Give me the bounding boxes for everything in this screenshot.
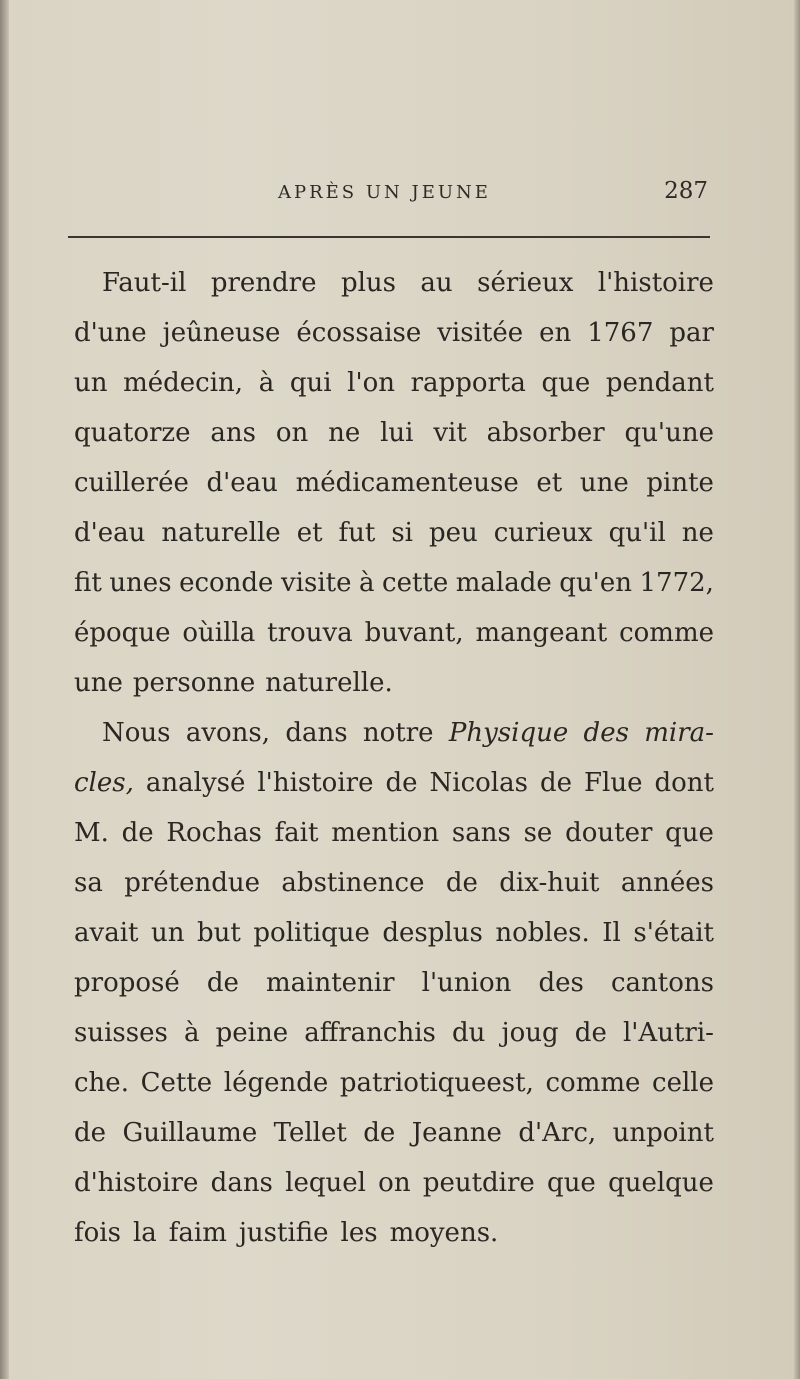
word: de [121,818,154,848]
word: visite [280,568,352,598]
text-line [74,558,714,608]
word: Jeanne [411,1118,502,1148]
word: ans [210,418,256,448]
word: que [547,1168,596,1198]
word: l'histoire [257,768,374,798]
word: médecin, [123,368,244,398]
page-number: 287 [664,178,708,204]
word: faim [168,1218,227,1248]
word: nobles. [495,918,590,948]
text-line [74,1058,714,1108]
word: proposé [74,968,180,998]
word: écossaise [296,318,422,348]
word: l'union [421,968,512,998]
text-line [74,308,714,358]
word: Faut-il [102,268,187,298]
word: sans [451,818,511,848]
word: vit [433,418,467,448]
text-line [74,808,714,858]
text-line [74,608,714,658]
word: en [539,318,572,348]
text-line [74,408,714,458]
word: se [523,818,553,848]
word: plus [340,268,396,298]
word: on [275,418,309,448]
word: fut [338,518,376,548]
word: avait [74,918,139,948]
word: médicamenteuse [295,468,519,498]
word: malade [455,568,552,598]
word: suisses [74,1018,168,1048]
word: cles, [74,768,134,798]
text-line [74,358,714,408]
word: d'histoire [74,1168,199,1198]
word: si [391,518,413,548]
word: à [183,1018,200,1048]
word: mira- [644,718,714,748]
word: notre [362,718,434,748]
word: unpoint [612,1118,714,1148]
word: que [665,818,714,848]
text-line [74,758,714,808]
word: l'Autri- [622,1018,714,1048]
word: de [74,1118,107,1148]
word: curieux [493,518,593,548]
word: une [74,668,123,698]
word: fit [74,568,102,598]
text-line [74,658,714,708]
word: et [536,468,563,498]
word: époque [74,618,171,648]
word: che. [74,1068,129,1098]
text-line [74,958,714,1008]
word: cette [382,568,449,598]
word: des [583,718,629,748]
word: et [296,518,323,548]
word: quelque [608,1168,714,1198]
word: dont [654,768,714,798]
header-rule [68,236,710,238]
word: Nous [102,718,171,748]
word: Nicolas [429,768,528,798]
page-edge-left [0,0,9,1379]
text-line [74,458,714,508]
word: mangeant [475,618,608,648]
word: jeûneuse [162,318,281,348]
word: Cette [140,1068,213,1098]
word: 1772, [639,568,714,598]
text-line [74,1008,714,1058]
word: quatorze [74,418,191,448]
word: prendre [210,268,317,298]
word: but [197,918,241,948]
word: affranchis [304,1018,436,1048]
word: visitée [437,318,524,348]
word: joug [501,1018,559,1048]
word: unes [109,568,172,598]
word: la [132,1218,157,1248]
text-line [74,1108,714,1158]
word: comme [545,1068,641,1098]
text-line [74,258,714,308]
word: un [151,918,185,948]
word: moyens. [389,1218,499,1248]
word: naturelle [161,518,281,548]
word: d'Arc, [518,1118,597,1148]
word: fait [274,818,319,848]
word: justifie [238,1218,329,1248]
word: Rochas [166,818,262,848]
word: Il [602,918,621,948]
word: par [669,318,714,348]
word: années [620,868,714,898]
word: à [258,368,275,398]
word: rapporta [410,368,526,398]
word: qu'en [559,568,632,598]
word: cantons [610,968,714,998]
word: de [385,768,418,798]
word: peu [428,518,478,548]
word: Tellet [273,1118,347,1148]
word: Flue [583,768,643,798]
page-edge-right [794,0,800,1379]
word: douter [565,818,653,848]
running-title: APRÈS UN JEUNE [278,182,491,203]
word: maintenir [266,968,395,998]
word: dans [210,1168,273,1198]
word: desplus [382,918,483,948]
word: cuillerée [74,468,189,498]
word: peine [215,1018,289,1048]
word: qu'une [624,418,714,448]
word: de [445,868,478,898]
word: s'était [633,918,714,948]
word: qu'il [608,518,666,548]
word: un [74,368,108,398]
text-line [74,858,714,908]
word: lui [380,418,414,448]
text-line [74,708,714,758]
word: une [579,468,629,498]
word: dans [285,718,348,748]
word: on [378,1168,411,1198]
word: à [358,568,375,598]
word: sa [74,868,103,898]
word: peutdire [422,1168,535,1198]
word: pinte [646,468,714,498]
word: prétendue [124,868,261,898]
text-line [74,908,714,958]
word: pendant [605,368,714,398]
word: légende [223,1068,329,1098]
word: les [340,1218,378,1248]
word: comme [619,618,714,648]
word: politique [253,918,370,948]
text-line [74,1158,714,1208]
word: d'eau [206,468,278,498]
word: d'eau [74,518,146,548]
word: buvant, [364,618,464,648]
word: sérieux [477,268,574,298]
word: analysé [145,768,246,798]
word: des [538,968,584,998]
word: lequel [285,1168,366,1198]
word: que [541,368,591,398]
word: au [420,268,453,298]
word: l'histoire [597,268,714,298]
word: personne [132,668,256,698]
word: Physique [448,718,569,748]
word: patriotiqueest, [339,1068,534,1098]
word: M. [74,818,109,848]
word: econde [179,568,274,598]
word: avons, [185,718,271,748]
word: Guillaume [122,1118,258,1148]
word: d'une [74,318,147,348]
word: dix-huit [499,868,600,898]
word: ne [328,418,361,448]
word: trouva [267,618,353,648]
word: l'on [347,368,396,398]
word: mention [331,818,440,848]
text-line [74,1208,714,1258]
word: ne [681,518,714,548]
body-text [74,258,714,1258]
word: celle [652,1068,714,1098]
word: absorber [486,418,605,448]
word: abstinence [281,868,425,898]
word: de [363,1118,396,1148]
text-line [74,508,714,558]
word: 1767 [587,318,654,348]
page-header [74,180,714,210]
word: fois [74,1218,121,1248]
word: de [574,1018,607,1048]
word: qui [289,368,332,398]
word: naturelle. [265,668,393,698]
word: du [452,1018,486,1048]
word: de [206,968,239,998]
word: oùilla [182,618,256,648]
word: de [539,768,572,798]
